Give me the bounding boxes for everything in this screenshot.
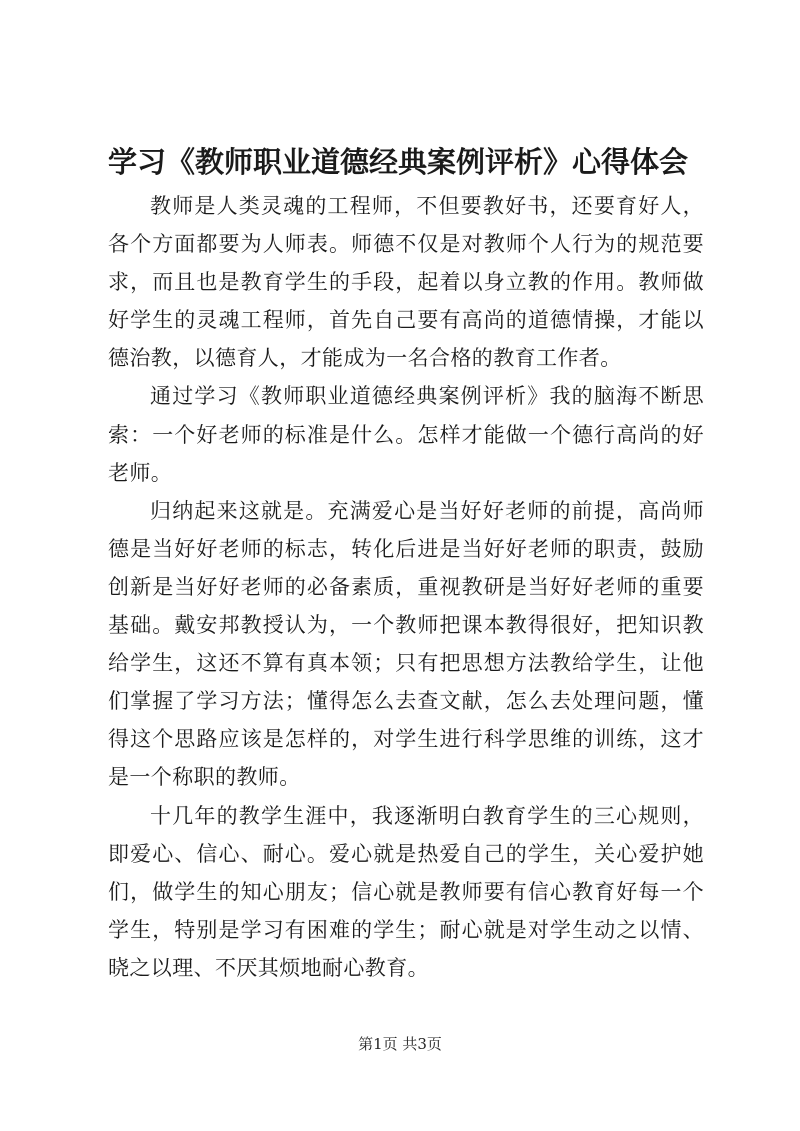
document-body: [108, 187, 704, 987]
paragraph-1: 教师是人类灵魂的工程师，不但要教好书，还要育好人，各个方面都要为人师表。师德不仅是对教师个人行为的规范要求，而且也是教育学生的手段，起着以身立教的作用。教师做好学生的灵魂工程师，首先自己要有高尚的道德情操，才能以德治教，以德育人，才能成为一名合格的教育工作者。: [108, 194, 704, 371]
page-title: 学习《教师职业道德经典案例评析》心得体会: [108, 145, 689, 179]
paragraph-2: 通过学习《教师职业道德经典案例评析》我的脑海不断思索：一个好老师的标准是什么。怎样才能做一个德行高尚的好老师。: [108, 384, 704, 485]
page-number-footer: 第1页 共3页: [358, 1035, 442, 1053]
paragraph-3: 归纳起来这就是。充满爱心是当好好老师的前提，高尚师德是当好好老师的标志，转化后进是当好好老师的职责，鼓励创新是当好好老师的必备素质，重视教研是当好好老师的重要基础。戴安邦教授认为，一个教师把课本教得很好，把知识教给学生，这还不算有真本领；只有把思想方法教给学生，让他们掌握了学习方法；懂得怎么去查文献，怎么去处理问题，懂得这个思路应该是怎样的，对学生进行科学思维的训练，这才是一个称职的教师。: [108, 498, 704, 790]
paragraph-4: 十几年的教学生涯中，我逐渐明白教育学生的三心规则，即爱心、信心、耐心。爱心就是热爱自己的学生，关心爱护她们，做学生的知心朋友；信心就是教师要有信心教育好每一个学生，特别是学习有困难的学生；耐心就是对学生动之以情、晓之以理、不厌其烦地耐心教育。: [108, 803, 704, 980]
